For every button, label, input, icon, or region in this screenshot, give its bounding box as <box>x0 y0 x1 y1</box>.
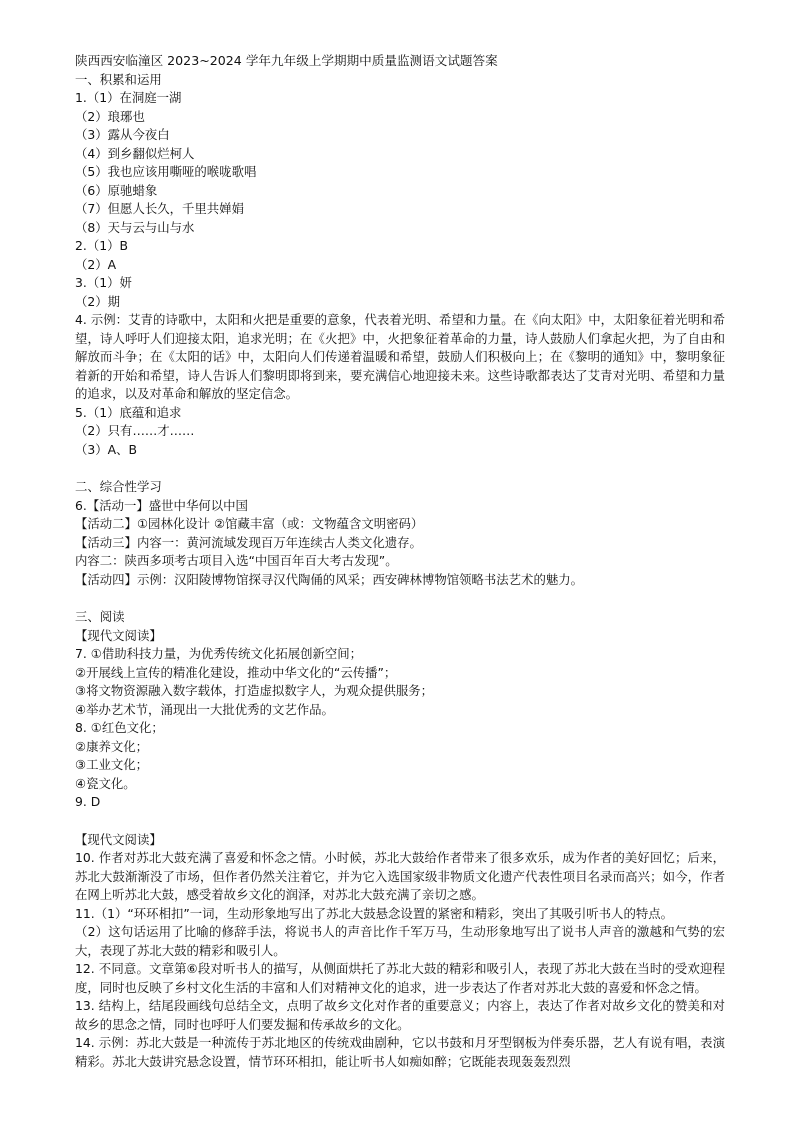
document-title: 陕西西安临潼区 2023~2024 学年九年级上学期期中质量监测语文试题答案 <box>75 53 498 68</box>
answer-line: ②康养文化； <box>75 738 149 754</box>
answer-line: （7）但愿人长久，千里共婵娟 <box>75 201 244 216</box>
answer-line: 1.（1）在洞庭一湖 <box>75 90 182 105</box>
answer-line: 2.（1）B <box>75 238 128 253</box>
answer-line: 【活动三】内容一：黄河流域发现百万年连续古人类文化遗存。 <box>75 534 422 550</box>
answer-line: 3.（1）妍 <box>75 275 132 290</box>
section-heading-3: 三、阅读 <box>75 609 125 624</box>
answer-line: ②开展线上宣传的精准化建设，推动中华文化的“云传播”； <box>75 664 397 680</box>
answer-line: 8. ①红色文化； <box>75 720 164 735</box>
answer-line: （2）期 <box>75 293 121 309</box>
answer-line: 9. D <box>75 794 101 809</box>
answer-line: （6）原驰蜡象 <box>75 182 158 198</box>
answer-line: （4）到乡翻似烂柯人 <box>75 145 195 161</box>
answer-paragraph: 10. 作者对苏北大鼓充满了喜爱和怀念之情。小时候，苏北大鼓给作者带来了很多欢乐，成为作者的美好回忆；后来，苏北大鼓渐渐没了市场，但作者仍然关注着它，并为它入选国家级非物质文化遗产代表性项目名录而高兴；如今，作者在网上听苏北大鼓，感受着故乡文化的润泽，对苏北大鼓充满了亲切之感。 <box>75 850 725 902</box>
answer-line: ③工业文化； <box>75 757 149 772</box>
answer-line: 【活动二】①园林化设计 ②馆藏丰富（或：文物蕴含文明密码） <box>75 516 424 531</box>
answer-line: ④举办艺术节，涌现出一大批优秀的文艺作品。 <box>75 701 334 717</box>
answer-paragraph: 14. 示例：苏北大鼓是一种流传于苏北地区的传统戏曲剧种，它以书鼓和月牙型钢板为伴奏乐器，艺人有说有唱，表演精彩。苏北大鼓讲究悬念设置，情节环环相扣，能让听书人如痴如醉；它既能表现轰轰烈烈 <box>75 1035 725 1069</box>
answer-line: （3）露从今夜白 <box>75 127 170 142</box>
answer-paragraph: 13. 结构上，结尾段画线句总结全文，点明了故乡文化对作者的重要意义；内容上，表达了作者对故乡文化的赞美和对故乡的思念之情，同时也呼吁人们要发掘和传承故乡的文化。 <box>75 998 725 1032</box>
answer-paragraph: 11.（1）“环环相扣”一词，生动形象地写出了苏北大鼓悬念设置的紧密和精彩，突出了其吸引听书人的特点。 <box>75 905 674 921</box>
answer-line: ④瓷文化。 <box>75 775 136 791</box>
answer-line: （8）天与云与山与水 <box>75 219 195 235</box>
section-heading-2: 二、综合性学习 <box>75 479 162 494</box>
answer-line: （2）只有……才…… <box>75 423 195 438</box>
subsection-heading: 【现代文阅读】 <box>75 831 162 847</box>
answer-line: 7. ①借助科技力量，为优秀传统文化拓展创新空间； <box>75 646 363 661</box>
answer-paragraph: （2）这句话运用了比喻的修辞手法，将说书人的声音比作千军万马，生动形象地写出了说书人声音的激越和气势的宏大，表现了苏北大鼓的精彩和吸引人。 <box>75 924 725 958</box>
answer-line: 内容二：陕西多项考古项目入选“中国百年百大考古发现”。 <box>75 553 398 568</box>
answer-paragraph: 4. 示例：艾青的诗歌中，太阳和火把是重要的意象，代表着光明、希望和力量。在《向太阳》中，太阳象征着光明和希望，诗人呼吁人们迎接太阳，追求光明；在《火把》中，火把象征着革命的力量，诗人鼓励人们拿起火把，为了自由和解放而斗争；在《太阳的话》中，太阳向人们传递着温暖和希望，鼓励人们积极向上；在《黎明的通知》中，黎明象征着新的开始和希望，诗人告诉人们黎明即将到来，要充满信心地迎接未来。这些诗歌都表达了艾青对光明、希望和力量的追求，以及对革命和解放的坚定信念。 <box>75 312 725 401</box>
section-heading-1: 一、积累和运用 <box>75 71 162 87</box>
answer-line: （3）A、B <box>75 441 138 457</box>
answer-document <box>75 52 725 1071</box>
answer-line: 【活动四】示例：汉阳陵博物馆探寻汉代陶俑的风采；西安碑林博物馆领略书法艺术的魅力。 <box>75 571 584 587</box>
answer-line: 5.（1）底蕴和追求 <box>75 404 182 420</box>
answer-line: 6.【活动一】盛世中华何以中国 <box>75 497 248 513</box>
subsection-heading: 【现代文阅读】 <box>75 627 162 643</box>
answer-line: （2）琅琊也 <box>75 108 145 124</box>
answer-paragraph: 12. 不同意。文章第⑥段对听书人的描写，从侧面烘托了苏北大鼓的精彩和吸引人，表现了苏北大鼓在当时的受欢迎程度，同时也反映了乡村文化生活的丰富和人们对精神文化的追求，进一步表达了作者对苏北大鼓的喜爱和怀念之情。 <box>75 961 725 995</box>
answer-line: ③将文物资源融入数字载体，打造虚拟数字人，为观众提供服务； <box>75 683 434 698</box>
answer-line: （2）A <box>75 256 117 272</box>
answer-line: （5）我也应该用嘶哑的喉咙歌唱 <box>75 164 257 179</box>
